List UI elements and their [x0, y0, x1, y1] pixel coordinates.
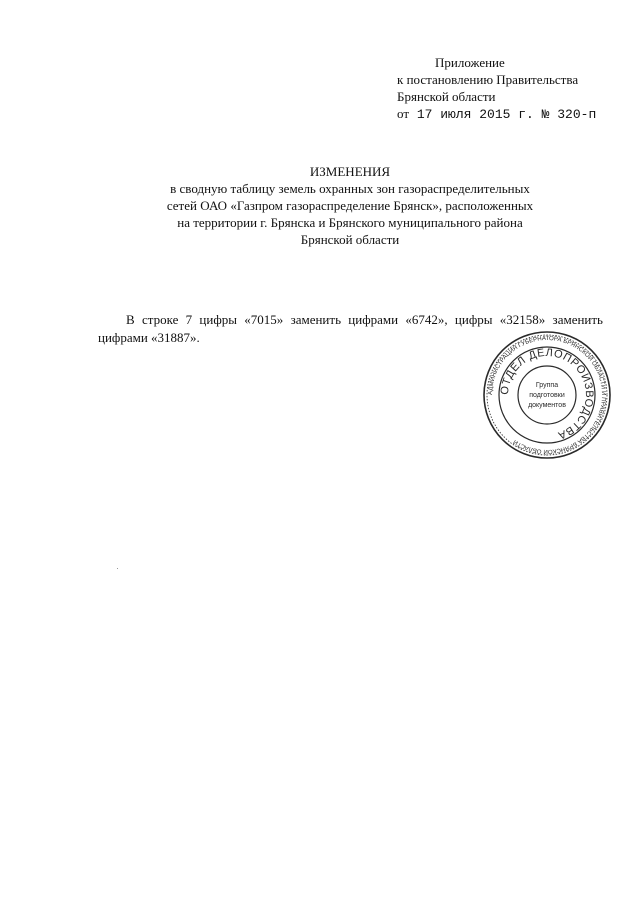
- stamp-graphic: [482, 330, 612, 460]
- stamp-center-line-3: документов: [528, 402, 566, 409]
- scan-speck: [117, 568, 118, 569]
- heading-line-2: сетей ОАО «Газпром газораспределение Брянск», расположенных: [166, 198, 534, 213]
- heading-line-4: Брянской области: [300, 232, 400, 247]
- stamp-center-line-1: Группа: [535, 382, 559, 389]
- body-paragraph: В строке 7 цифры «7015» заменить цифрами «6742», цифры «32158» заменить цифрами «31887».: [98, 312, 603, 345]
- heading-title: ИЗМЕНЕНИЯ: [309, 164, 391, 179]
- heading-line-3: на территории г. Брянска и Брянского муниципального района: [177, 215, 523, 230]
- heading-line-1: в сводную таблицу земель охранных зон газораспределительных: [170, 181, 530, 196]
- stamp-center-line-2: подготовки: [529, 392, 565, 399]
- date-prefix: от: [397, 106, 410, 121]
- appendix-line-region: Брянской области: [397, 89, 496, 104]
- official-stamp: [482, 330, 612, 460]
- appendix-line-decree: к постановлению Правительства: [397, 72, 579, 87]
- appendix-title: Приложение: [435, 55, 505, 70]
- date-value: 17 июля 2015 г. № 320-п: [416, 107, 597, 122]
- stamp-outer-textpath: АДМИНИСТРАЦИЯ ГУБЕРНАТОРА БРЯНСКОЙ ОБЛАСТИ И ПРАВИТЕЛЬСТВА БРЯНСКОЙ ОБЛАСТИ: [486, 334, 608, 456]
- document-heading: [120, 163, 580, 248]
- stamp-inner-textpath: ОТДЕЛ ДЕЛОПРОИЗВОДСТВА: [498, 346, 596, 442]
- appendix-block: [397, 54, 627, 123]
- appendix-date-line: [397, 105, 627, 123]
